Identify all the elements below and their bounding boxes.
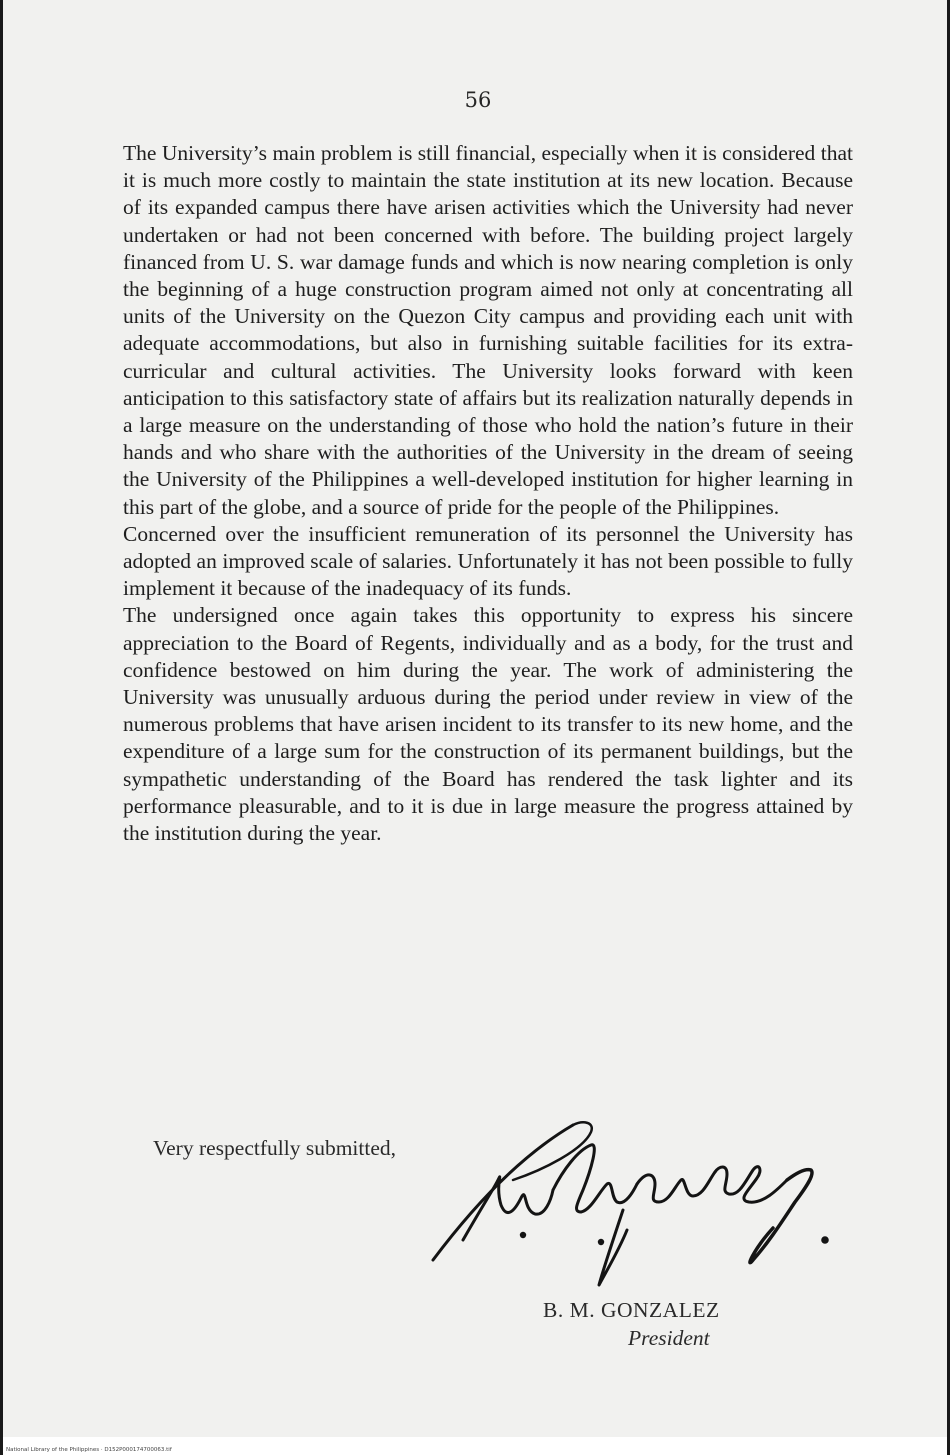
paragraph-financial-problem: The University’s main problem is still financial, especially when it is considered that it is much more costly to maintain the state institution at its new location. Because of its expanded campus there have arisen activities which the University had never undertaken or had not been concerned with before. The building project largely financed from U. S. war damage funds and which is now nearing completion is only the beginning of a huge construction program aimed not only at concentrating all units of the University on the Quezon City campus and providing each unit with adequate accommodations, but also in furnishing suitable facilities for its extra-curricular and cultural activities. The University looks forward with keen anticipation to this satisfactory state of affairs but its realization naturally depends in a large measure on the understanding of those who hold the nation’s future in their hands and who share with the authorities of the University in the dream of seeing the University of the Philippines a well-developed institution for higher learning in this part of the globe, and a source of pride for the people of the Philippines. xyxy=(123,141,853,519)
closing-line: Very respectfully submitted, xyxy=(153,1136,397,1160)
signer-title: President xyxy=(628,1326,710,1350)
footer-strip xyxy=(3,1437,950,1455)
paragraph-appreciation: The undersigned once again takes this opportunity to express his sincere appreciation to the Board of Regents, individually and as a body, for the trust and confidence bestowed on him during the year. The work of administering the University was unusually arduous during the period under review in view of the numerous problems that have arisen incident to its transfer to its new home, and the expenditure of a large sum for the construction of its permanent buildings, but the sympathetic understanding of the Board has rendered the task lighter and its performance pleasurable, and to it is due in large measure the progress attained by the institution during the year. xyxy=(123,603,853,846)
handwritten-signature xyxy=(423,1110,853,1300)
signer-name: B. M. GONZALEZ xyxy=(543,1298,720,1322)
paragraph-personnel-salaries: Concerned over the insufficient remuneration of its personnel the University has adopted an improved scale of salaries. Unfortunately it has not been possible to fully implement it because of the inadequacy of its funds. xyxy=(123,521,853,601)
page-number: 56 xyxy=(464,88,492,112)
footer-source-label: National Library of the Philippines · D152P000174700063.tif xyxy=(6,1447,172,1453)
report-body xyxy=(123,140,853,847)
